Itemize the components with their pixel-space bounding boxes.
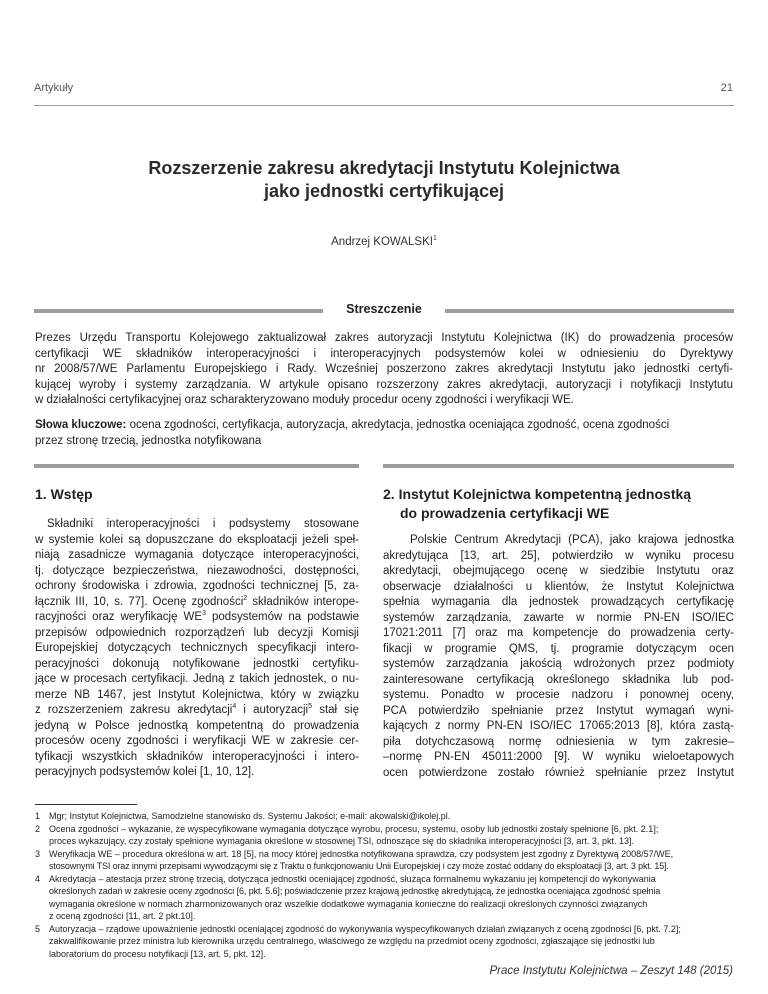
body-line: niają zasadnicze wymagania dotyczące interoperacyjności, — [35, 549, 359, 561]
body-line: merze NB 1467, jest Instytut Kolejnictwa, który w związku — [35, 688, 359, 701]
body-line: Składniki interoperacyjności i podsystemy stosowane — [47, 518, 359, 530]
section-rule-left — [34, 464, 359, 468]
footnote-line: stosownymi TSI oraz innymi przepisami wywodzącymi się z Traktu o funkcjonowaniu Unii Europejskiej i czy może zostać oddany do eksploatacji [3, art. 3 pkt. 15]. — [49, 861, 669, 871]
abstract-line: nr 2008/57/WE Parlamentu Europejskiego i Rady. Wcześniej poszerzono zakres akredytacji Instytutu jako jednostki certyfi- — [35, 363, 733, 375]
text-run: składników interope- — [247, 595, 359, 608]
footnote-divider — [35, 804, 137, 805]
body-line: spełnia wymagania dla jednostek prowadzących certyfikację — [383, 596, 734, 608]
footnote-number: 2 — [35, 823, 41, 834]
title-line-1: Rozszerzenie zakresu akredytacji Instytutu Kolejnictwa — [148, 158, 620, 178]
footnote-line: Autoryzacja – rządowe upoważnienie jednostki oceniającej zgodność do wykonywania wyspecyfikowanych działań związanych z oceną zgodności [6, pkt. 7.2]; — [49, 923, 681, 934]
body-line: PCA potwierdziło spełnianie przez Instytut wymagań wyni- — [383, 704, 734, 717]
footnote-marker: 4 — [232, 703, 237, 711]
text-run: stał się — [312, 704, 359, 716]
body-line: peracyjnych podsystemów kolei [1, 10, 12]. — [35, 766, 255, 778]
body-line: systemów zarządzania jakością wdrożonych przez podmioty — [383, 658, 734, 670]
abstract-line: Prezes Urzędu Transportu Kolejowego zaktualizował zakres autoryzacji Instytutu Kolejnictwa (IK) do prowadzenia procesów — [35, 332, 733, 344]
body-line — [35, 703, 359, 719]
heading-line: do prowadzenia certyfikacji WE — [400, 505, 610, 521]
author-name: Andrzej KOWALSKI — [331, 235, 433, 248]
body-line: piła dotychczasową normę odniesienia w tym zakresie– — [383, 735, 734, 748]
body-line: akredytująca [13, art. 25], potwierdziło w wyniku procesu — [383, 549, 734, 562]
text-run: z rozszerzeniem zakresu akredytacji — [35, 704, 233, 716]
footnote-number: 3 — [35, 848, 41, 859]
footnote-line: Mgr; Instytut Kolejnictwa, Samodzielne stanowisko ds. Systemu Jakości; e-mail: akowalski@ikolej.pl. — [49, 811, 451, 821]
keywords-text-2: przez stronę trzecią, jednostka notyfikowana — [35, 434, 262, 447]
author-footnote-marker: 1 — [432, 235, 437, 242]
body-line: peracyjności dokonują notyfikowane jednostki certyfiku- — [35, 657, 359, 670]
running-header-section: Artykuły — [34, 82, 74, 94]
abstract-line: w działalności certyfikacyjnej oraz scharakteryzowano moduły procedur oceny zgodności i weryfikacji WE. — [35, 394, 574, 406]
section-2-heading — [383, 485, 691, 523]
footnotes — [35, 810, 733, 960]
body-line: ochrony środowiska i zdrowia, zgodności technicznej [5, za- — [35, 580, 359, 592]
text-run: racyjności oraz weryfikację WE — [35, 611, 203, 623]
footnote-line: wymagania określone w normach zharmonizowanych oraz wszelkie dodatkowe wymagania konieczne do realizacji określonych czynności związanych — [49, 898, 648, 909]
heading-line: 2. Instytut Kolejnictwa kompetentną jednostką — [383, 486, 692, 502]
header-divider — [34, 105, 734, 106]
footnote — [35, 810, 733, 823]
body-line: systemu. Ponadto w procesie nadzoru i ponownej oceny, — [383, 689, 734, 701]
author — [0, 235, 768, 248]
footnote-line: proces wykazujący, czy zostały spełnione wymagania określone w stosownej TSI, odnoszące się do składnika interoperacyjności [3, art. 3, pkt. 13]. — [49, 836, 634, 846]
keywords-text-1: ocena zgodności, certyfikacja, autoryzacja, akredytacja, jednostka oceniająca zgodność, ocena zgodności — [126, 419, 670, 431]
body-line: zainteresowane certyfikacją określonego składnika lub pod- — [383, 673, 734, 686]
footnote-line: zakwalifikowanie przez ministra lub kierownika urzędu centralnego, właściwego ze względu na przedmiot oceny zgodności, zgłaszające się jednostki lub — [49, 936, 655, 946]
abstract-line: certyfikacji WE składników interoperacyjności i interoperacyjnych podsystemów kolei w odniesieniu do Dyrektywy — [35, 347, 733, 360]
abstract-line: kującej wyroby i systemy zarządzania. W artykule opisano rozszerzony zakres akredytacji, autoryzacji i notyfikacji Instytutu — [35, 378, 733, 391]
text-run: i autoryzacji — [236, 704, 309, 716]
text-run: podsystemów na podstawie — [205, 611, 360, 623]
body-line: –normę PN-EN 45011:2000 [9]. W wyniku wieloetapowych — [383, 751, 734, 763]
body-line: obserwacje działalności u klientów, że Instytut Kolejnictwa — [383, 580, 734, 593]
footnote-marker: 3 — [202, 610, 206, 618]
body-line: jedyną w Polsce jednostką kompetentną do prowadzenia — [35, 719, 359, 732]
body-line: jące w procesach certyfikacji. Jedną z takich jednostek, o nu- — [35, 673, 359, 685]
body-line: fikacji w programie QMS, tj. programie dotyczącym ocen — [383, 642, 734, 655]
body-line: tj. dotyczące bezpieczeństwa, niezawodności, dostępności, — [35, 564, 359, 577]
text-run: łącznik III, 10, s. 77]. Ocenę zgodności — [35, 595, 244, 608]
section-1-body — [35, 517, 359, 781]
keywords-label: Słowa kluczowe: — [35, 419, 127, 431]
footnote-marker: 2 — [243, 594, 248, 602]
body-line — [35, 610, 359, 626]
footnote-number: 1 — [35, 811, 41, 821]
footnote — [35, 823, 733, 848]
footnote-line: z oceną zgodności [11, art. 2 pkt.10]. — [49, 911, 196, 921]
body-line: systemów zarządzania, zawarte w normie PN-EN ISO/IEC — [383, 611, 734, 624]
body-line: w systemie kolei są dopuszczane do eksploatacji jeżeli speł- — [35, 533, 359, 546]
body-line: procesów oceny zgodności i weryfikacji WE w zakresie cer- — [35, 735, 359, 747]
abstract-heading: Streszczenie — [346, 302, 422, 316]
keywords — [35, 418, 733, 449]
footnote-line: Weryfikacja WE – procedura określona w art. 18 [5], na mocy której jednostka notyfikowana sprawdza, czy podsystem jest zgodny z Dyrektywą 2008/57/WE, — [49, 848, 674, 859]
section-2-body — [383, 533, 734, 781]
footnote-number: 5 — [35, 923, 41, 934]
body-line: tyfikacji wszystkich składników interoperacyjności i intero- — [35, 750, 359, 763]
journal-footer: Prace Instytutu Kolejnictwa – Zeszyt 148 (2015) — [489, 965, 733, 977]
footnote-line: określonych zadań w zakresie oceny zgodności [6, pkt. 5.6]; poświadczenie przez krajową jednostkę akredytującą, że jednostka oceniająca zgodność spełnia — [49, 886, 661, 896]
body-line: Polskie Centrum Akredytacji (PCA), jako krajowa jednostka — [410, 534, 734, 546]
body-line: kających z normy PN-EN ISO/IEC 17065:2013 [8], która zastą- — [383, 720, 734, 732]
footnote-line: Ocena zgodności – wykazanie, że wyspecyfikowane wymagania dotyczące wyrobu, procesu, systemu, osoby lub jednostki zostały spełnione [6, pkt. 2.1]; — [49, 823, 659, 834]
footnote — [35, 873, 733, 923]
footnote-number: 4 — [35, 873, 41, 884]
section-1-heading: 1. Wstęp — [35, 486, 93, 502]
footnote-line: laboratorium do procesu notyfikacji [13, art. 5, pkt. 12]. — [49, 948, 266, 959]
footnote — [35, 848, 733, 873]
body-line — [35, 595, 359, 611]
footnote-marker: 5 — [308, 703, 313, 711]
body-line: 17021:2011 [7] oraz ma kompetencje do prowadzenia certy- — [383, 627, 734, 639]
title-line-2: jako jednostki certyfikującej — [263, 181, 505, 201]
footnote — [35, 923, 733, 961]
footnote-line: Akredytacja – atestacja przez stronę trzecią, dotycząca jednostki oceniającej zgodność, służąca formalnemu wykazaniu jej kompetencji do wykonywania — [49, 873, 656, 884]
article-title — [60, 157, 708, 203]
body-line: przepisów odpowiednich rozporządzeń lub decyzji Komisji — [35, 626, 359, 639]
page-number: 21 — [720, 82, 733, 94]
section-rule-right — [383, 464, 734, 468]
abstract-text — [35, 331, 733, 409]
body-line: Europejskiej dotyczących technicznych specyfikacji intero- — [35, 642, 359, 654]
body-line: ocen potwierdzone zostało również spełnianie przez Instytut — [383, 766, 734, 779]
body-line: akredytacji, obejmującego ocenę w siedzibie Instytutu oraz — [383, 565, 734, 577]
